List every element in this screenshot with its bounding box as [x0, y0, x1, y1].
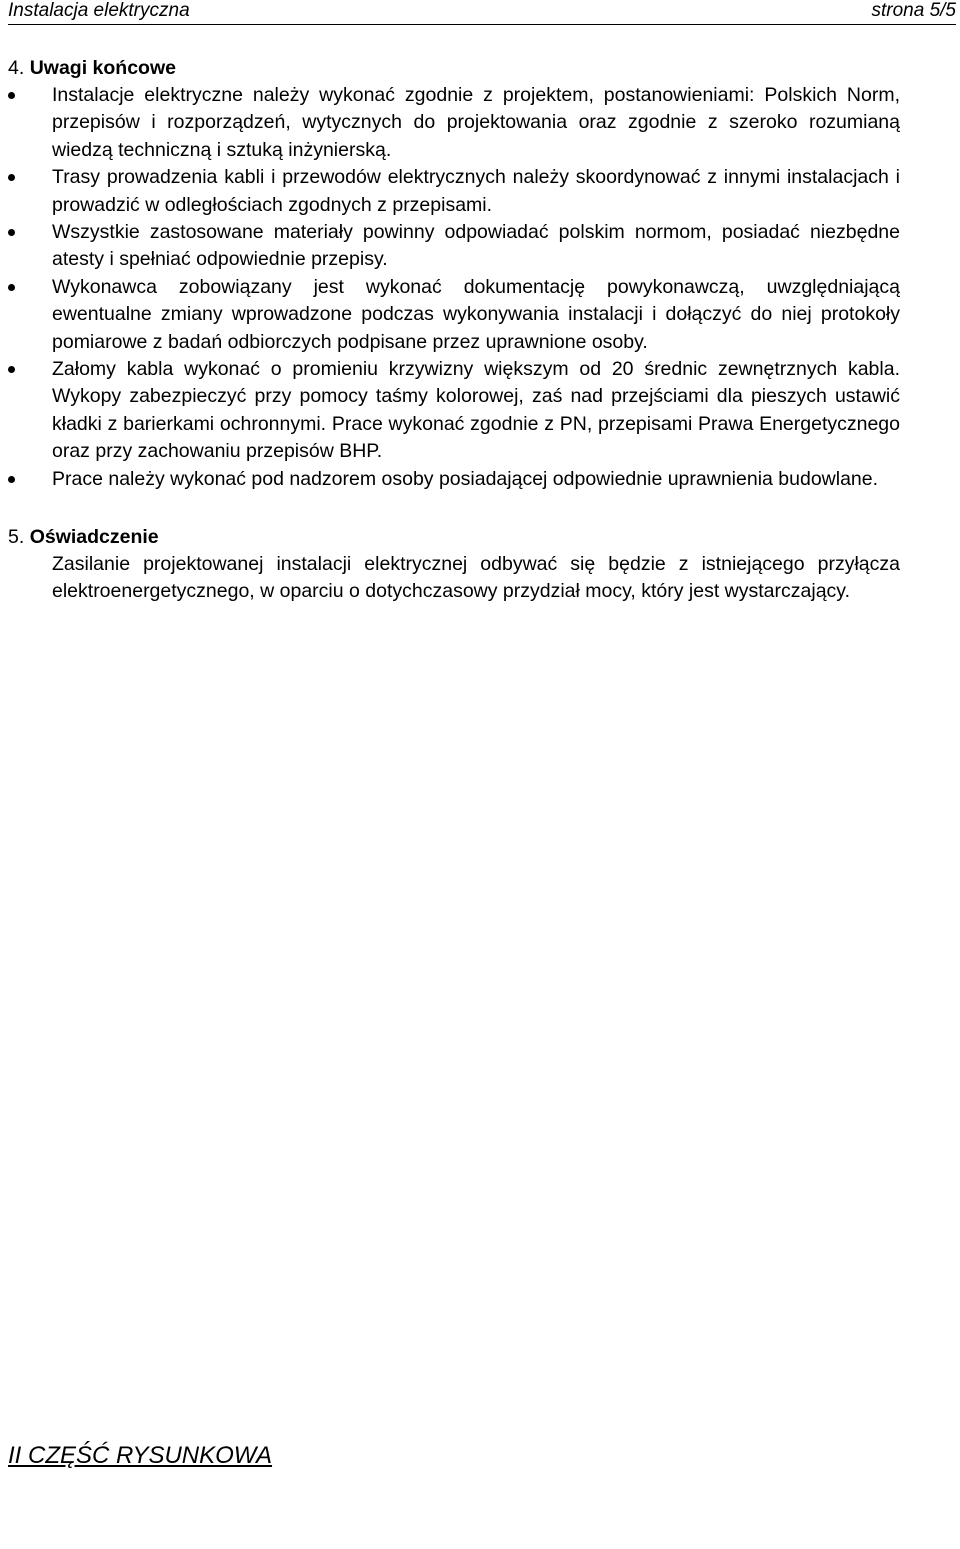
bullet-icon [8, 284, 15, 291]
bullet-icon [8, 174, 15, 181]
document-title: Instalacja elektryczna [8, 0, 190, 21]
section-heading [8, 524, 900, 551]
part-heading: II CZĘŚĆ RYSUNKOWA [8, 1442, 273, 1469]
list-item-text: Prace należy wykonać pod nadzorem osoby posiadającej odpowiednie uprawnienia budowlane. [52, 467, 879, 490]
list-item [8, 219, 900, 274]
page-number: strona 5/5 [871, 0, 956, 21]
bullet-icon [8, 92, 15, 99]
section-heading [8, 55, 900, 82]
list-item [8, 274, 900, 356]
list-item-text: Załomy kabla wykonać o promieniu krzywizny większym od 20 średnic zewnętrznych kabla. Wykopy zabezpieczyć przy pomocy taśmy kolorowej, zaś nad przejściami dla pieszych ustawić kładki z barierkami ochronnymi. Prace wykonać zgodnie z PN, przepisami Prawa Energetycznego oraz przy zachowaniu przepisów BHP. [52, 358, 900, 463]
remarks-list [8, 82, 900, 493]
list-item-text: Wykonawca zobowiązany jest wykonać dokumentację powykonawczą, uwzględniającą ewentualne zmiany wprowadzone podczas wykonywania instalacji i dołączyć do niej protokoły pomiarowe z badań odbiorczych podpisane przez uprawnione osoby. [52, 275, 900, 353]
list-item [8, 164, 900, 219]
bullet-icon [8, 476, 15, 483]
list-item-text: Wszystkie zastosowane materiały powinny odpowiadać polskim normom, posiadać niezbędne atesty i spełniać odpowiednie przepisy. [52, 221, 900, 271]
list-item-text: Instalacje elektryczne należy wykonać zgodnie z projektem, postanowieniami: Polskich Norm, przepisów i rozporządzeń, wytycznych do projektowania oraz zgodnie z szeroko rozumianą wiedzą techniczną i sztuką inżynierską. [52, 84, 900, 161]
section-title: Oświadczenie [29, 526, 159, 548]
section-statement [8, 524, 900, 606]
list-item [8, 82, 900, 164]
statement-paragraph: Zasilanie projektowanej instalacji elektrycznej odbywać się będzie z istniejącego przyłącza elektroenergetycznego, w oparciu o dotychczasowy przydział mocy, który jest wystarczający. [52, 553, 900, 603]
bullet-icon [8, 229, 15, 236]
page-header [8, 0, 956, 25]
section-number: 4. [8, 57, 25, 79]
section-final-remarks [8, 55, 900, 493]
section-number: 5. [8, 526, 25, 548]
section-title: Uwagi końcowe [29, 57, 176, 79]
list-item-text: Trasy prowadzenia kabli i przewodów elektrycznych należy skoordynować z innymi instalacjach i prowadzić w odległościach zgodnych z przepisami. [52, 166, 900, 216]
bullet-icon [8, 366, 15, 373]
list-item [8, 466, 900, 493]
list-item [8, 356, 900, 466]
